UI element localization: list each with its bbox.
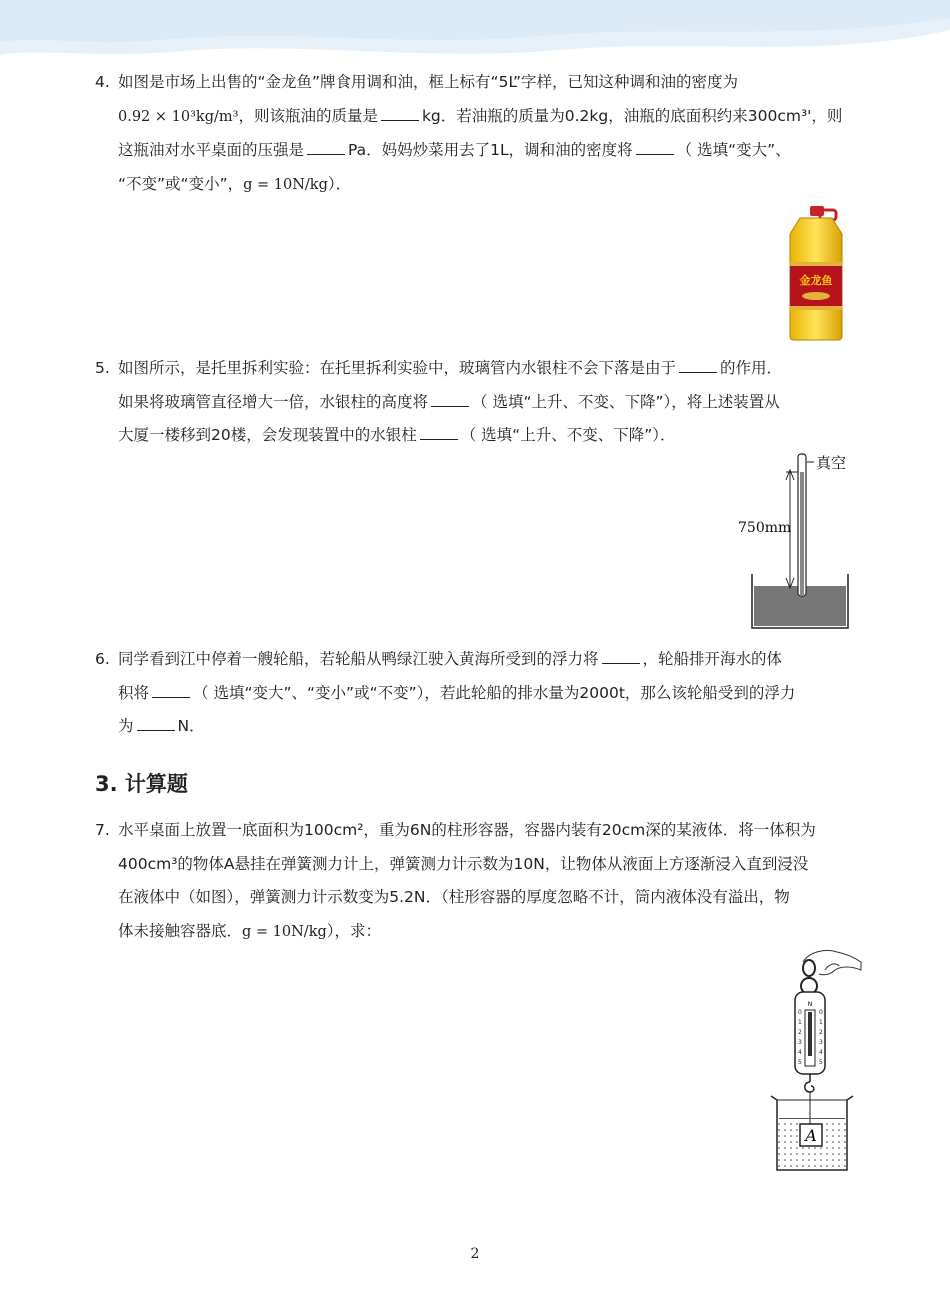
svg-text:2: 2 <box>798 1029 802 1036</box>
svg-text:3: 3 <box>798 1039 802 1046</box>
question-number: 7. <box>95 821 110 839</box>
answer-blank[interactable] <box>137 716 175 731</box>
vacuum-label: 真空 <box>816 454 847 472</box>
question-5 <box>95 352 860 453</box>
section-heading: 3. 计算题 <box>95 772 188 796</box>
svg-text:5: 5 <box>798 1059 802 1066</box>
svg-text:5: 5 <box>819 1059 823 1066</box>
q7-line-1: 水平桌面上放置一底面积为100cm²，重为6N的柱形容器，容器内装有20cm深的某液体．将一体积为 <box>118 821 816 839</box>
question-number: 6. <box>95 650 110 668</box>
answer-blank[interactable] <box>381 106 419 121</box>
svg-text:3: 3 <box>819 1039 823 1046</box>
question-7 <box>95 814 860 949</box>
q4-line-4: “不变”或“变小”，g = 10N/kg）． <box>118 174 352 193</box>
q7-line-4: 体未接触容器底．g = 10N/kg），求： <box>118 921 382 940</box>
question-4 <box>95 66 860 202</box>
question-number: 5. <box>95 359 110 377</box>
svg-text:4: 4 <box>819 1049 823 1056</box>
question-6 <box>95 643 860 744</box>
block-a-label: A <box>805 1126 817 1145</box>
q5-line-2: 如果将玻璃管直径增大一倍，水银柱的高度将 （ 选填“上升、不变、下降”），将上述装置从 <box>118 392 780 411</box>
q5-line-1: 如图所示，是托里拆利实验：在托里拆利实验中，玻璃管内水银柱不会下落是由于 的作用． <box>118 359 783 377</box>
svg-text:1: 1 <box>798 1019 802 1026</box>
question-number: 4. <box>95 73 110 91</box>
header-wave-decoration <box>0 0 950 70</box>
answer-blank[interactable] <box>307 140 345 155</box>
q6-line-3: 为 N． <box>118 717 205 735</box>
q6-line-2: 积将 （ 选填“变大”、“变小”或“不变”），若此轮船的排水量为2000t，那么该轮船受到的浮力 <box>118 683 796 702</box>
q6-line-1: 同学看到江中停着一艘轮船，若轮船从鸭绿江驶入黄海所受到的浮力将 ，轮船排开海水的体 <box>118 650 783 668</box>
svg-text:4: 4 <box>798 1049 802 1056</box>
answer-blank[interactable] <box>152 683 190 698</box>
brand-label: 金龙鱼 <box>799 274 833 287</box>
q4-line-3: 这瓶油对水平桌面的压强是 Pa．妈妈炒菜用去了1L，调和油的密度将 （ 选填“变大”、 <box>118 141 791 159</box>
q7-line-2: 400cm³的物体A悬挂在弹簧测力计上，弹簧测力计示数为10N，让物体从液面上方逐渐浸入直到浸没 <box>118 854 809 873</box>
answer-blank[interactable] <box>679 358 717 373</box>
answer-blank[interactable] <box>420 425 458 440</box>
answer-blank[interactable] <box>636 140 674 155</box>
torricelli-figure <box>730 448 860 630</box>
q4-line-2: 0.92 × 10³kg/m³，则该瓶油的质量是 kg．若油瓶的质量为0.2kg，油瓶的底面积约来300cm³'，则 <box>118 106 843 125</box>
q5-line-3: 大厦一楼移到20楼，会发现装置中的水银柱 （ 选填“上升、不变、下降”）． <box>118 426 676 444</box>
height-label: 750mm <box>738 520 792 536</box>
spring-scale-figure <box>765 948 865 1176</box>
scale-unit-label: N <box>807 1001 813 1008</box>
svg-text:0: 0 <box>819 1009 823 1016</box>
answer-blank[interactable] <box>431 392 469 407</box>
svg-text:1: 1 <box>819 1019 823 1026</box>
q7-line-3: 在液体中（如图），弹簧测力计示数变为5.2N．（柱形容器的厚度忽略不计，筒内液体没有溢出，物 <box>118 888 790 906</box>
svg-text:2: 2 <box>819 1029 823 1036</box>
oil-bottle-figure <box>780 204 852 342</box>
svg-text:0: 0 <box>798 1009 802 1016</box>
answer-blank[interactable] <box>602 649 640 664</box>
page-number: 2 <box>470 1246 480 1262</box>
q4-line-1: 如图是市场上出售的“金龙鱼”牌食用调和油，框上标有“5L”字样，已知这种调和油的密度为 <box>118 73 739 91</box>
